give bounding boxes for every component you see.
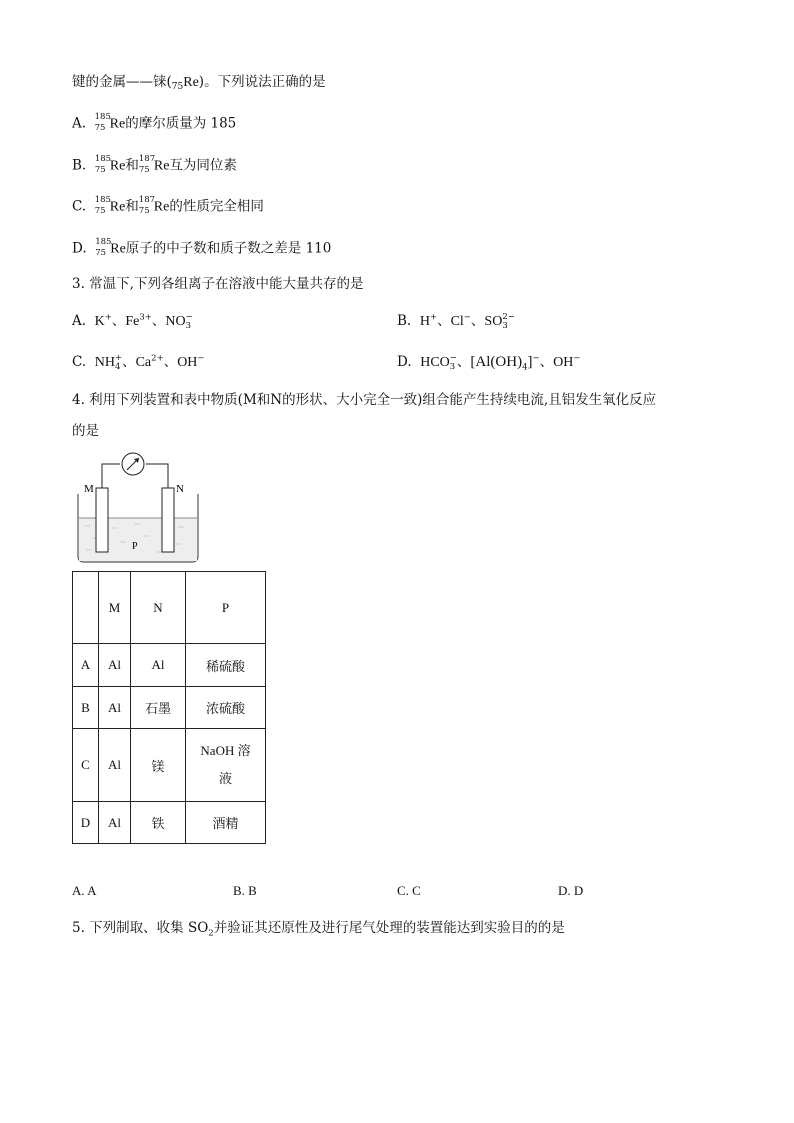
electrode-m	[96, 488, 108, 552]
q4-stem-line1: 4. 利用下列装置和表中物质(M和N的形状、大小完全一致)组合能产生持续电流,且铝发生氧化反应	[72, 392, 657, 408]
q4-answer-d[interactable]: D. D	[558, 883, 584, 898]
q2-stem: 键的金属——铼$(_{75}Re)$。下列说法正确的是	[72, 74, 326, 92]
q3-option-b[interactable]: B. H+、Cl−、SO2− 3	[397, 311, 515, 331]
table-header-cell	[73, 572, 99, 644]
q4-answer-b[interactable]: B. B	[233, 883, 257, 898]
electrolyte-label: P	[132, 541, 138, 552]
ammeter-icon	[122, 453, 144, 475]
q3-option-d[interactable]: D. HCO− 3 、$[Al(OH)_4]^-$、OH−	[397, 352, 581, 373]
electrode-m-label: M	[84, 483, 94, 495]
table-row: B Al 石墨 浓硫酸	[73, 687, 266, 729]
q5-stem: 5. 下列制取、收集 $SO_2$并验证其还原性及进行尾气处理的装置能达到实验目的的是	[72, 920, 565, 939]
q3-stem: 3. 常温下,下列各组离子在溶液中能大量共存的是	[72, 276, 364, 292]
nuclide-symbol: 185 75	[94, 112, 111, 133]
nuclide-symbol: 185 75	[95, 237, 112, 258]
q2-option-c[interactable]: C. 185 75 Re和 187 75 Re的性质完全相同	[72, 195, 264, 216]
galvanic-cell-diagram	[72, 452, 272, 564]
q3-option-c[interactable]: C. NH+ 4 、$Ca^{2+}$、OH−	[72, 352, 205, 372]
nuclide-symbol: 187 75	[138, 195, 156, 216]
q4-materials-table	[72, 571, 266, 844]
q3-option-a[interactable]: A. K+、$Fe^{3+}$、NO− 3	[72, 311, 193, 331]
electrode-n	[162, 488, 174, 552]
nuclide-symbol: 187 75	[138, 154, 156, 175]
table-row: D Al 铁 酒精	[73, 802, 266, 844]
table-header-cell: N	[131, 572, 186, 644]
table-header-cell: P	[186, 572, 266, 644]
q4-answer-a[interactable]: A. A	[72, 883, 97, 898]
table-row: C Al 镁 NaOH 溶 液	[73, 729, 266, 802]
q2-option-a[interactable]: A. 185 75 Re的摩尔质量为 185	[72, 112, 237, 133]
q4-answer-c[interactable]: C. C	[397, 883, 421, 898]
q2-option-d[interactable]: D. 185 75 Re原子的中子数和质子数之差是 110	[72, 237, 332, 258]
table-row: A Al Al 稀硫酸	[73, 644, 266, 687]
electrode-n-label: N	[176, 483, 184, 495]
q4-stem-line2: 的是	[72, 423, 99, 439]
table-header-cell: M	[99, 572, 131, 644]
nuclide-symbol: 185 75	[94, 195, 111, 216]
nuclide-symbol: 185 75	[94, 154, 112, 175]
q2-option-b[interactable]: B. 185 75 Re和 187 75 Re互为同位素	[72, 154, 237, 175]
